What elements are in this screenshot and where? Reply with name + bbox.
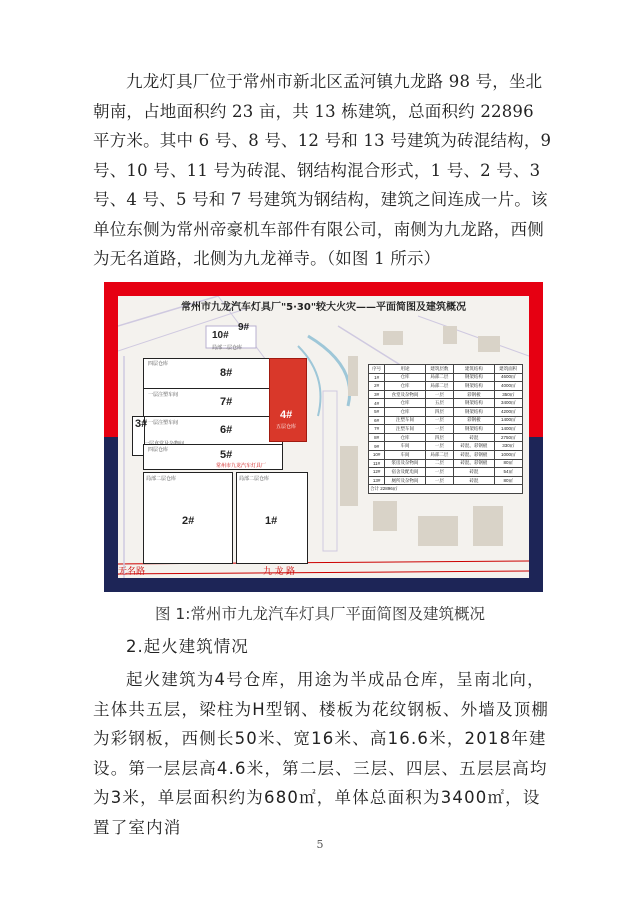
table-cell: 11# <box>369 459 385 468</box>
building-7 <box>143 388 283 418</box>
table-cell: 宿舍及配电间 <box>385 468 426 477</box>
table-row <box>369 373 523 382</box>
table-cell: 5# <box>369 407 385 416</box>
table-header-cell: 建筑结构 <box>454 365 495 374</box>
table-row <box>369 476 523 485</box>
table-cell: 1# <box>369 373 385 382</box>
table-cell: 一层 <box>425 425 453 434</box>
table-row <box>369 390 523 399</box>
table-cell: 一层 <box>425 390 453 399</box>
table-cell: 13# <box>369 476 385 485</box>
table-cell: 钢架结构 <box>454 425 495 434</box>
table-cell: 3# <box>369 390 385 399</box>
table-total-row <box>369 485 523 494</box>
figure-caption: 图 1:常州市九龙汽车灯具厂平面简图及建筑概况 <box>154 605 485 623</box>
table-row <box>369 459 523 468</box>
table-cell: 1000㎡ <box>494 450 522 459</box>
table-cell: 车间 <box>385 450 426 459</box>
table-cell: 砖混、彩钢板 <box>454 450 495 459</box>
table-cell: 10# <box>369 450 385 459</box>
table-cell: 54㎡ <box>494 468 522 477</box>
building-8-label: 8# <box>220 367 233 379</box>
table-cell: 8# <box>369 433 385 442</box>
table-cell: 350㎡ <box>494 390 522 399</box>
building-5 <box>143 444 283 470</box>
table-cell: 330㎡ <box>494 442 522 451</box>
table-cell: 一层 <box>425 476 453 485</box>
figure-title: 常州市九龙汽车灯具厂"5·30"较大火灾——平面简图及建筑概况 <box>180 302 467 313</box>
table-cell: 3400㎡ <box>494 399 522 408</box>
table-cell: 车间 <box>385 442 426 451</box>
building-3-label: 3# <box>135 418 148 430</box>
building-2-sublabel: 局部二层仓库 <box>146 476 177 482</box>
fire-building-paragraph: 起火建筑为4号仓库，用途为半成品仓库，呈南北向，主体共五层，梁柱为H型钢、楼板为花纹钢板、外墙及顶棚为彩钢板，西侧长50米、宽16米、高16.6米，2018年建设。第一层层高4.6米，第二层、三层、四层、五层层高均为3米，单层面积约为680㎡，单体总面积为3400㎡，设置了室内消 <box>93 670 550 837</box>
table-cell: 7# <box>369 425 385 434</box>
table-cell: 砖混 <box>454 468 495 477</box>
building-6-sublabel: 一层注塑车间 <box>148 420 179 426</box>
table-cell: 浆房及杂物间 <box>385 459 426 468</box>
building-7-label: 7# <box>220 396 233 408</box>
building-4-sublabel: 五层仓库 <box>276 424 297 430</box>
table-cell: 2# <box>369 382 385 391</box>
table-cell: 钢架结构 <box>454 382 495 391</box>
table-cell: 注塑车间 <box>385 416 426 425</box>
table-row <box>369 450 523 459</box>
table-cell: 一层 <box>425 416 453 425</box>
west-road-label: 无名路 <box>118 566 146 576</box>
building-10-sublabel: 局部二层仓库 <box>212 345 243 351</box>
building-4-fire-origin <box>269 358 307 442</box>
building-10-label: 10# <box>212 330 229 341</box>
table-cell: 仓库 <box>385 399 426 408</box>
table-cell: 食堂及杂物间 <box>385 390 426 399</box>
table-header-cell: 建筑面积 <box>494 365 522 374</box>
table-cell: 五层 <box>425 399 453 408</box>
table-cell: 二层 <box>425 459 453 468</box>
table-cell: 局部二层 <box>425 450 453 459</box>
table-header-cell: 建筑层数 <box>425 365 453 374</box>
table-header-cell: 用途 <box>385 365 426 374</box>
table-cell: 1400㎡ <box>494 425 522 434</box>
factory-label: 常州市九龙汽车灯具厂 <box>216 463 267 469</box>
building-1-label: 1# <box>265 515 278 527</box>
table-cell: 仓库 <box>385 407 426 416</box>
table-cell: 厕所及杂物间 <box>385 476 426 485</box>
site-plan-figure <box>104 282 543 592</box>
table-cell: 2750㎡ <box>494 433 522 442</box>
table-row <box>369 442 523 451</box>
table-header-row <box>369 365 523 374</box>
table-cell: 四层 <box>425 407 453 416</box>
building-5-sublabel: 四层仓库 <box>148 447 169 453</box>
table-cell: 砖混、彩钢板 <box>454 459 495 468</box>
jiulong-road-label: 九 龙 路 <box>263 566 296 576</box>
table-cell: 彩钢板 <box>454 416 495 425</box>
table-row <box>369 382 523 391</box>
table-header-cell: 序号 <box>369 365 385 374</box>
table-cell: 一层 <box>425 468 453 477</box>
table-row <box>369 407 523 416</box>
table-cell: 4000㎡ <box>494 382 522 391</box>
page-number: 5 <box>316 838 324 851</box>
table-cell: 注塑车间 <box>385 425 426 434</box>
table-cell: 钢架结构 <box>454 399 495 408</box>
table-cell: 四层 <box>425 433 453 442</box>
table-cell: 80㎡ <box>494 476 522 485</box>
table-cell: 4# <box>369 399 385 408</box>
table-row <box>369 425 523 434</box>
table-cell: 仓库 <box>385 433 426 442</box>
building-2 <box>143 472 233 564</box>
table-cell: 砖混、彩钢板 <box>454 442 495 451</box>
building-7-sublabel: 一层注塑车间 <box>148 392 179 398</box>
building-9-label: 9# <box>238 322 250 333</box>
table-cell: 4600㎡ <box>494 373 522 382</box>
table-total: 合计 22896㎡ <box>369 485 523 494</box>
table-cell: 9# <box>369 442 385 451</box>
building-6-label: 6# <box>220 424 233 436</box>
table-cell: 钢架结构 <box>454 373 495 382</box>
intro-paragraph: 九龙灯具厂位于常州市新北区孟河镇九龙路 98 号，坐北朝南，占地面积约 23 亩，共 13 栋建筑，总面积约 22896 平方米。其中 6 号、8 号、12 号和 13 号建筑为砖混结构，9 号、10 号、11 号为砖混、钢结构混合形式，1 号、2 号、3 号、4 号、5 号和 7 号建筑为钢结构，建筑之间连成一片。该单位东侧为常州帝豪机车部件有限公司，南侧为九龙路，西侧为无名道路，北侧为九龙禅寺。（如图 1 所示） <box>93 72 552 268</box>
table-row <box>369 399 523 408</box>
building-8 <box>143 358 283 390</box>
section-heading: 2.起火建筑情况 <box>126 637 249 656</box>
table-cell: 80㎡ <box>494 459 522 468</box>
site-map <box>118 296 529 578</box>
table-cell: 仓库 <box>385 373 426 382</box>
table-cell: 12# <box>369 468 385 477</box>
table-row <box>369 416 523 425</box>
table-cell: 局部二层 <box>425 373 453 382</box>
building-summary-table <box>368 364 523 494</box>
table-cell: 钢架结构 <box>454 407 495 416</box>
building-1-sublabel: 局部二层仓库 <box>239 476 270 482</box>
building-2-label: 2# <box>182 515 195 527</box>
table-cell: 1400㎡ <box>494 416 522 425</box>
table-cell: 一层 <box>425 442 453 451</box>
table-cell: 局部二层 <box>425 382 453 391</box>
table-row <box>369 468 523 477</box>
table-cell: 彩钢板 <box>454 390 495 399</box>
table-row <box>369 433 523 442</box>
table-cell: 仓库 <box>385 382 426 391</box>
table-cell: 砖混 <box>454 476 495 485</box>
building-8-sublabel: 四层仓库 <box>148 361 169 367</box>
table-cell: 4200㎡ <box>494 407 522 416</box>
table-cell: 砖混 <box>454 433 495 442</box>
building-1 <box>236 472 308 564</box>
table-cell: 6# <box>369 416 385 425</box>
building-5-label: 5# <box>220 449 233 461</box>
building-4-label: 4# <box>280 409 293 421</box>
